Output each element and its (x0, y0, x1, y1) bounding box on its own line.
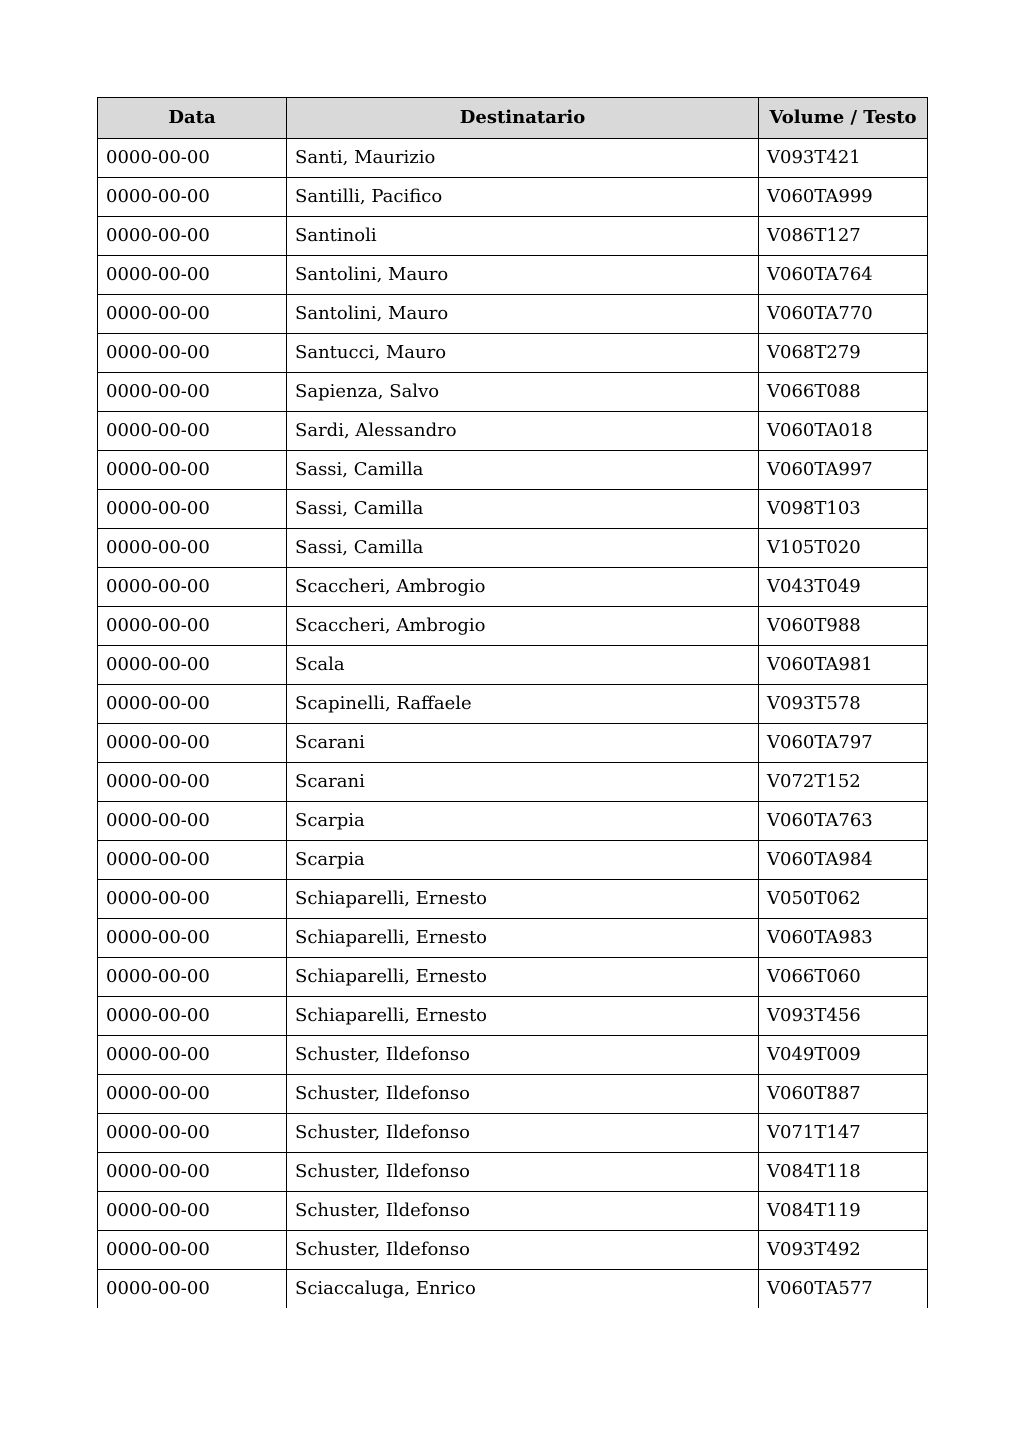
cell-destinatario: Santilli, Pacifico (287, 178, 759, 217)
cell-data: 0000-00-00 (98, 412, 287, 451)
cell-data: 0000-00-00 (98, 451, 287, 490)
cell-volume-testo: V060TA983 (759, 919, 928, 958)
table-row (98, 1036, 928, 1075)
table-row (98, 412, 928, 451)
cell-data: 0000-00-00 (98, 763, 287, 802)
cell-destinatario: Sapienza, Salvo (287, 373, 759, 412)
cell-data: 0000-00-00 (98, 1075, 287, 1114)
cell-destinatario: Sciaccaluga, Enrico (287, 1270, 759, 1309)
table-row (98, 1075, 928, 1114)
cell-data: 0000-00-00 (98, 178, 287, 217)
cell-data: 0000-00-00 (98, 997, 287, 1036)
cell-data: 0000-00-00 (98, 1231, 287, 1270)
cell-volume-testo: V060TA763 (759, 802, 928, 841)
cell-data: 0000-00-00 (98, 607, 287, 646)
cell-destinatario: Scarani (287, 724, 759, 763)
cell-destinatario: Sassi, Camilla (287, 451, 759, 490)
table-row (98, 880, 928, 919)
table-row (98, 685, 928, 724)
cell-data: 0000-00-00 (98, 958, 287, 997)
cell-data: 0000-00-00 (98, 295, 287, 334)
cell-destinatario: Sardi, Alessandro (287, 412, 759, 451)
table-row (98, 802, 928, 841)
table-body (98, 139, 928, 1309)
table-row (98, 178, 928, 217)
cell-volume-testo: V060TA577 (759, 1270, 928, 1309)
cell-destinatario: Schiaparelli, Ernesto (287, 919, 759, 958)
cell-data: 0000-00-00 (98, 685, 287, 724)
cell-destinatario: Scarpia (287, 841, 759, 880)
cell-volume-testo: V098T103 (759, 490, 928, 529)
cell-data: 0000-00-00 (98, 217, 287, 256)
table-row (98, 490, 928, 529)
cell-data: 0000-00-00 (98, 841, 287, 880)
cell-destinatario: Scarpia (287, 802, 759, 841)
cell-destinatario: Schiaparelli, Ernesto (287, 958, 759, 997)
cell-data: 0000-00-00 (98, 1114, 287, 1153)
cell-data: 0000-00-00 (98, 802, 287, 841)
table-row (98, 1153, 928, 1192)
cell-destinatario: Schuster, Ildefonso (287, 1153, 759, 1192)
table-row (98, 607, 928, 646)
cell-volume-testo: V060TA999 (759, 178, 928, 217)
cell-data: 0000-00-00 (98, 919, 287, 958)
table-row (98, 568, 928, 607)
correspondence-table (97, 97, 928, 1308)
cell-volume-testo: V060T887 (759, 1075, 928, 1114)
cell-volume-testo: V050T062 (759, 880, 928, 919)
cell-data: 0000-00-00 (98, 1192, 287, 1231)
cell-destinatario: Schiaparelli, Ernesto (287, 997, 759, 1036)
table-row (98, 724, 928, 763)
cell-destinatario: Santi, Maurizio (287, 139, 759, 178)
table-row (98, 958, 928, 997)
cell-volume-testo: V066T088 (759, 373, 928, 412)
cell-volume-testo: V043T049 (759, 568, 928, 607)
cell-volume-testo: V068T279 (759, 334, 928, 373)
cell-volume-testo: V093T456 (759, 997, 928, 1036)
cell-destinatario: Schuster, Ildefonso (287, 1192, 759, 1231)
cell-destinatario: Schuster, Ildefonso (287, 1075, 759, 1114)
cell-data: 0000-00-00 (98, 373, 287, 412)
cell-data: 0000-00-00 (98, 880, 287, 919)
cell-destinatario: Santucci, Mauro (287, 334, 759, 373)
table-row (98, 1192, 928, 1231)
cell-volume-testo: V060TA981 (759, 646, 928, 685)
cell-destinatario: Santinoli (287, 217, 759, 256)
cell-destinatario: Sassi, Camilla (287, 529, 759, 568)
table-row (98, 997, 928, 1036)
table-header (98, 98, 928, 139)
table-row (98, 1114, 928, 1153)
cell-destinatario: Schiaparelli, Ernesto (287, 880, 759, 919)
cell-data: 0000-00-00 (98, 490, 287, 529)
header-data: Data (98, 98, 287, 139)
cell-destinatario: Scarani (287, 763, 759, 802)
cell-data: 0000-00-00 (98, 1036, 287, 1075)
cell-volume-testo: V084T119 (759, 1192, 928, 1231)
table-row (98, 919, 928, 958)
cell-volume-testo: V105T020 (759, 529, 928, 568)
cell-destinatario: Schuster, Ildefonso (287, 1036, 759, 1075)
table-row (98, 256, 928, 295)
cell-volume-testo: V060T988 (759, 607, 928, 646)
cell-data: 0000-00-00 (98, 646, 287, 685)
cell-data: 0000-00-00 (98, 334, 287, 373)
cell-volume-testo: V086T127 (759, 217, 928, 256)
cell-data: 0000-00-00 (98, 724, 287, 763)
cell-volume-testo: V066T060 (759, 958, 928, 997)
table-row (98, 217, 928, 256)
cell-volume-testo: V060TA764 (759, 256, 928, 295)
cell-volume-testo: V060TA997 (759, 451, 928, 490)
table-row (98, 451, 928, 490)
table-row (98, 841, 928, 880)
table-row (98, 334, 928, 373)
table-row (98, 373, 928, 412)
cell-destinatario: Scala (287, 646, 759, 685)
cell-destinatario: Schuster, Ildefonso (287, 1231, 759, 1270)
cell-data: 0000-00-00 (98, 529, 287, 568)
cell-volume-testo: V060TA984 (759, 841, 928, 880)
cell-volume-testo: V071T147 (759, 1114, 928, 1153)
cell-volume-testo: V084T118 (759, 1153, 928, 1192)
header-destinatario: Destinatario (287, 98, 759, 139)
cell-destinatario: Scapinelli, Raffaele (287, 685, 759, 724)
cell-volume-testo: V060TA797 (759, 724, 928, 763)
table-row (98, 139, 928, 178)
cell-destinatario: Santolini, Mauro (287, 295, 759, 334)
table-row (98, 1231, 928, 1270)
header-volume-testo: Volume / Testo (759, 98, 928, 139)
cell-data: 0000-00-00 (98, 1153, 287, 1192)
table-row (98, 763, 928, 802)
cell-destinatario: Schuster, Ildefonso (287, 1114, 759, 1153)
table-row (98, 529, 928, 568)
cell-data: 0000-00-00 (98, 1270, 287, 1309)
cell-volume-testo: V049T009 (759, 1036, 928, 1075)
cell-data: 0000-00-00 (98, 568, 287, 607)
cell-volume-testo: V093T578 (759, 685, 928, 724)
cell-destinatario: Santolini, Mauro (287, 256, 759, 295)
table-row (98, 1270, 928, 1309)
cell-volume-testo: V060TA770 (759, 295, 928, 334)
header-row (98, 98, 928, 139)
cell-volume-testo: V072T152 (759, 763, 928, 802)
table-row (98, 295, 928, 334)
cell-volume-testo: V093T492 (759, 1231, 928, 1270)
table-row (98, 646, 928, 685)
cell-data: 0000-00-00 (98, 139, 287, 178)
cell-volume-testo: V060TA018 (759, 412, 928, 451)
cell-volume-testo: V093T421 (759, 139, 928, 178)
cell-destinatario: Scaccheri, Ambrogio (287, 568, 759, 607)
cell-destinatario: Sassi, Camilla (287, 490, 759, 529)
cell-data: 0000-00-00 (98, 256, 287, 295)
cell-destinatario: Scaccheri, Ambrogio (287, 607, 759, 646)
